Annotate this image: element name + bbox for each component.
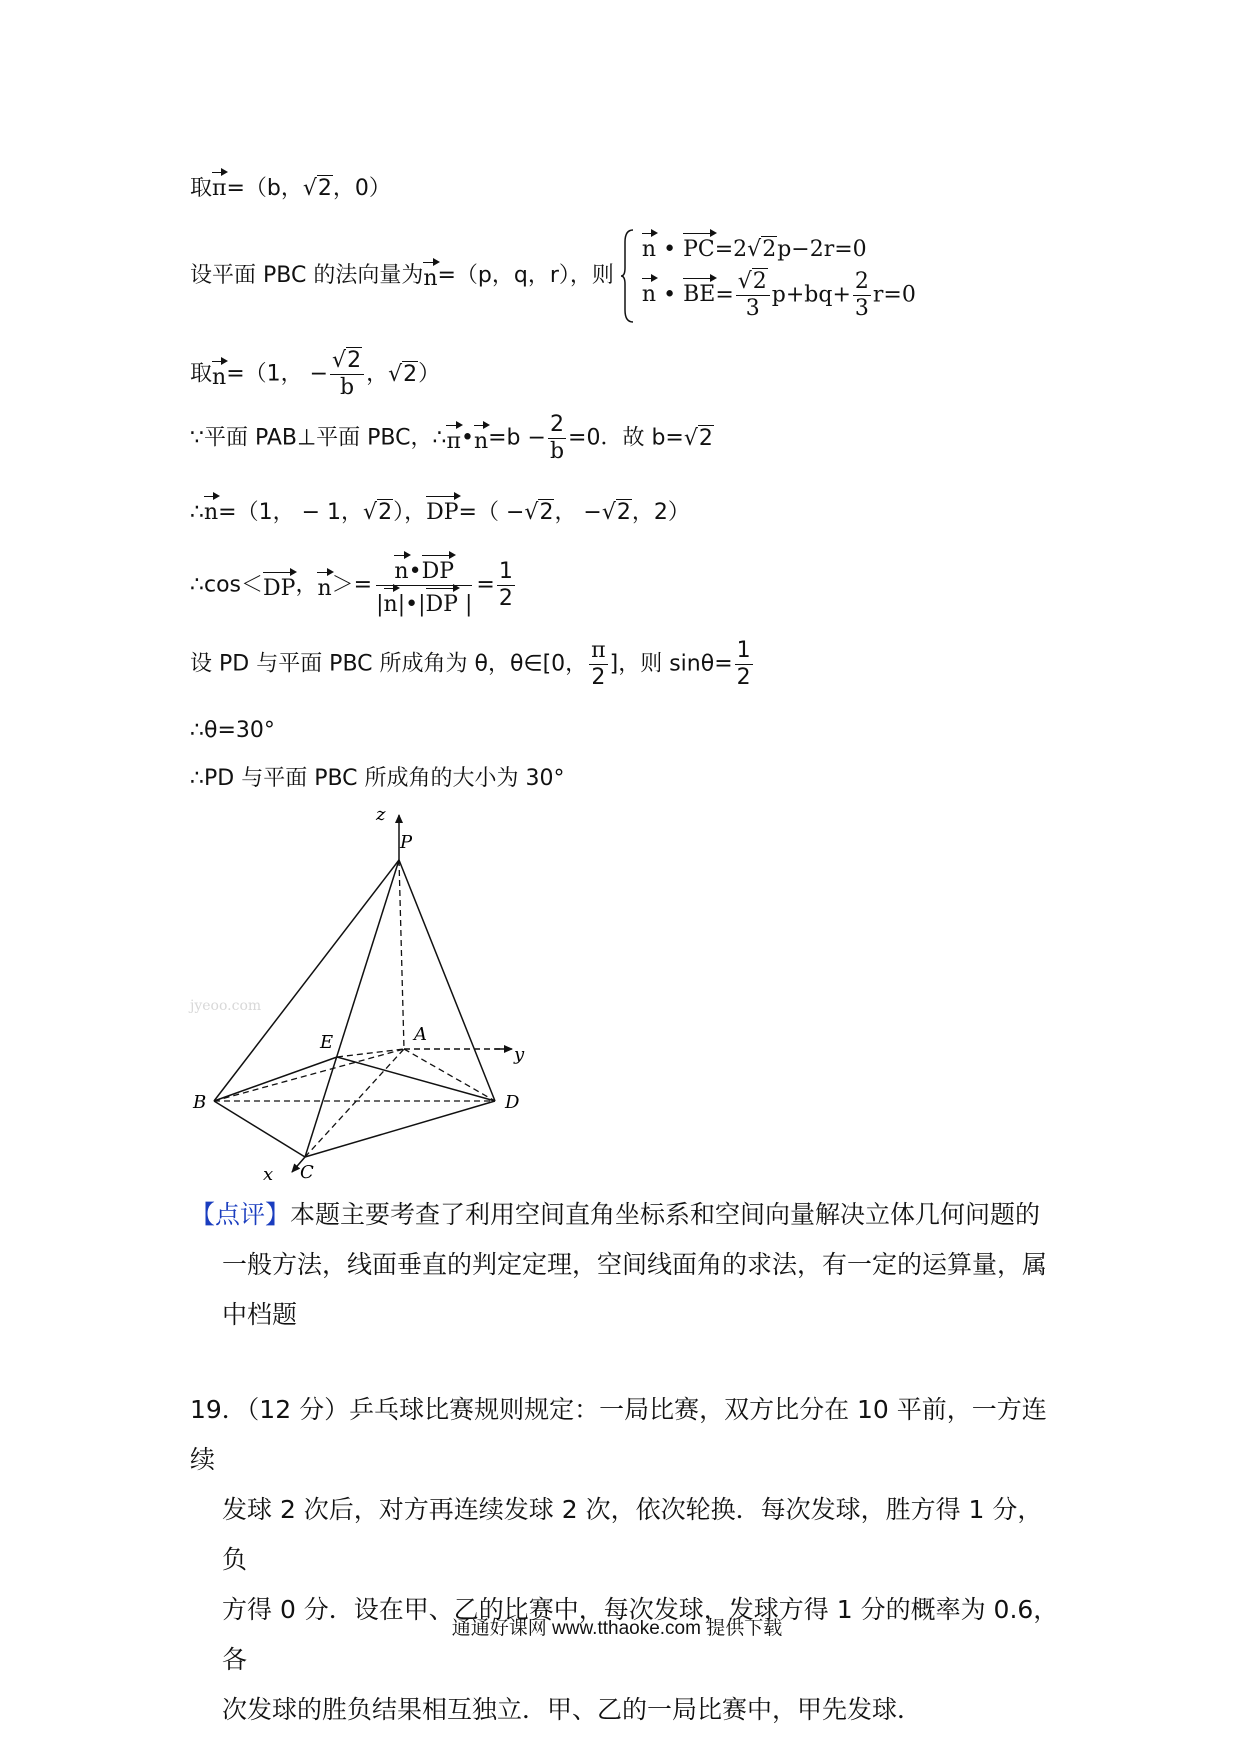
fraction: $\frac{n•DP}{|n|•|DP |}$ — [374, 555, 474, 616]
text: ， — [366, 361, 389, 387]
text: =（1， − 1， — [218, 500, 364, 525]
text: =0．故 b= — [568, 425, 684, 451]
vector-n: n — [642, 233, 656, 261]
dot: • — [663, 282, 677, 307]
text: r=0 — [872, 282, 916, 307]
sqrt-arg: 2 — [752, 268, 767, 294]
sqrt-arg: 2 — [698, 425, 713, 451]
sqrt-arg: 2 — [762, 236, 777, 262]
fraction-den: 3 — [745, 295, 760, 321]
text: 设平面 PBC 的法向量为 — [190, 263, 424, 288]
text: p−2r=0 — [777, 236, 867, 262]
fraction — [497, 561, 515, 610]
sqrt: √2 — [683, 425, 713, 451]
text: p+bq+ — [771, 282, 851, 307]
sqrt: √2 — [363, 500, 393, 525]
text: ∴ — [190, 500, 204, 525]
fraction — [853, 268, 871, 321]
solution-line-5 — [190, 496, 690, 524]
vector-pi: π — [212, 172, 226, 200]
label-e: E — [320, 1032, 334, 1053]
vector-dp: DP — [426, 496, 458, 524]
vector-n: n — [474, 425, 488, 453]
label-c: C — [300, 1162, 314, 1180]
text: = — [715, 282, 734, 307]
solution-line-7 — [190, 640, 755, 689]
fraction-num: 1 — [736, 638, 751, 663]
text: =b − — [488, 425, 546, 451]
vector-be: BE — [683, 278, 715, 306]
vector-n: n — [317, 572, 331, 600]
comment-block — [190, 1190, 1050, 1340]
dot: • — [408, 559, 422, 584]
solution-line-4 — [190, 414, 714, 463]
label-a: A — [414, 1024, 427, 1045]
text: ∵平面 PAB⊥平面 PBC，∴ — [190, 425, 447, 451]
left-brace — [621, 228, 635, 324]
vector-n: n — [394, 555, 408, 583]
text: ） — [418, 361, 441, 387]
sqrt-arg: 2 — [378, 500, 393, 525]
solution-line-8: ∴θ=30° — [190, 718, 275, 743]
fraction-den: b — [340, 375, 355, 400]
sqrt-arg: 2 — [616, 500, 631, 525]
sqrt-arg: 2 — [539, 500, 554, 525]
sqrt-arg: 2 — [403, 361, 418, 387]
text: =2 — [714, 236, 748, 262]
fraction-den: 3 — [854, 295, 869, 321]
label-d: D — [505, 1092, 520, 1113]
text: ∴cos＜ — [190, 572, 264, 598]
problem-line-2: 发球 2 次后，对方再连续发球 2 次，依次轮换．每次发球，胜方得 1 分，负 — [222, 1495, 1043, 1574]
text: 取 — [190, 361, 213, 387]
text: = — [476, 572, 495, 598]
solution-line-9: ∴PD 与平面 PBC 所成角的大小为 30° — [190, 766, 565, 791]
text: ，0） — [332, 176, 391, 201]
fraction — [548, 414, 566, 463]
problem-19 — [190, 1385, 1060, 1735]
sqrt-arg: 2 — [317, 176, 332, 201]
comment-line-3: 中档题 — [222, 1300, 298, 1329]
text: 取 — [190, 176, 213, 201]
text: ）， — [393, 500, 427, 525]
dot: • — [460, 425, 474, 451]
text: ]，则 sinθ= — [609, 651, 733, 677]
vector-pc: PC — [683, 233, 715, 261]
fraction-den: 2 — [498, 586, 513, 611]
fraction-den: b — [549, 439, 565, 464]
dot: • — [405, 592, 419, 617]
text: ， − — [554, 500, 602, 525]
equation-1 — [642, 233, 916, 261]
vector-n: n — [384, 588, 398, 616]
footer: 通通好课网 www.tthaoke.com 提供下载 — [451, 1618, 783, 1639]
solution-line-1 — [190, 172, 391, 200]
comment-tag: 【点评】 — [190, 1200, 291, 1229]
solution-line-6 — [190, 555, 517, 616]
dot: • — [663, 236, 677, 262]
sqrt: √2 — [601, 500, 631, 525]
solution-line-3 — [190, 350, 440, 399]
text: =（b， — [226, 176, 303, 201]
sqrt: √2 — [524, 500, 554, 525]
solution-line-2 — [190, 228, 916, 324]
fraction — [589, 640, 607, 689]
text: =（1， − — [226, 361, 329, 387]
fraction-num: 2 — [549, 412, 564, 437]
label-x: x — [263, 1164, 274, 1180]
sqrt-arg: 2 — [347, 348, 362, 373]
text: =（ − — [458, 500, 525, 525]
pyramid-figure — [188, 800, 548, 1180]
fraction-num: π — [591, 638, 606, 663]
sqrt: √2 — [388, 361, 418, 387]
vector-n: n — [212, 361, 226, 389]
fraction-den: 2 — [736, 665, 751, 690]
fraction-num: 2 — [854, 268, 869, 294]
fraction-num: 1 — [498, 559, 513, 584]
watermark: jyeoo.com — [190, 998, 262, 1014]
fraction: $\frac{√2}{3}$ — [736, 271, 770, 320]
fraction — [735, 640, 753, 689]
fraction: $\frac{√2}{b}$ — [330, 350, 364, 399]
vector-n: n — [642, 278, 656, 306]
text: 设 PD 与平面 PBC 所成角为 θ，θ∈[0， — [190, 651, 588, 677]
vector-dp: DP — [263, 572, 295, 600]
text: ＞= — [331, 572, 373, 598]
label-b: B — [193, 1092, 207, 1113]
vector-n: n — [204, 496, 218, 524]
label-p: P — [400, 832, 413, 853]
text: ，2） — [631, 500, 690, 525]
sqrt: √2 — [747, 236, 777, 262]
vector-pi: π — [446, 425, 460, 453]
sqrt: √2 — [302, 176, 332, 201]
comment-line-2: 一般方法，线面垂直的判定定理，空间线面角的求法，有一定的运算量，属 — [222, 1250, 1048, 1279]
problem-line-3: 方得 0 分．设在甲、乙的比赛中，每次发球，发球方得 1 分的概率为 0.6，各 — [222, 1595, 1059, 1674]
text: =（p，q，r），则 — [437, 263, 614, 288]
text: ， — [295, 572, 318, 598]
fraction-den: 2 — [591, 665, 606, 690]
equation-system — [642, 233, 916, 320]
comment-line-1 — [190, 1190, 1050, 1240]
label-z: z — [376, 804, 386, 825]
equation-2 — [641, 268, 916, 321]
vector-dp: DP — [426, 588, 458, 616]
problem-line-4: 次发球的胜负结果相互独立．甲、乙的一局比赛中，甲先发球． — [222, 1695, 923, 1724]
label-y: y — [514, 1044, 525, 1065]
text: 本题主要考查了利用空间直角坐标系和空间向量解决立体几何问题的 — [290, 1200, 1041, 1229]
vector-n: n — [423, 262, 437, 290]
problem-line-1: 19．（12 分）乒乓球比赛规则规定：一局比赛，双方比分在 10 平前，一方连续 — [190, 1395, 1047, 1474]
vector-dp: DP — [422, 555, 454, 583]
